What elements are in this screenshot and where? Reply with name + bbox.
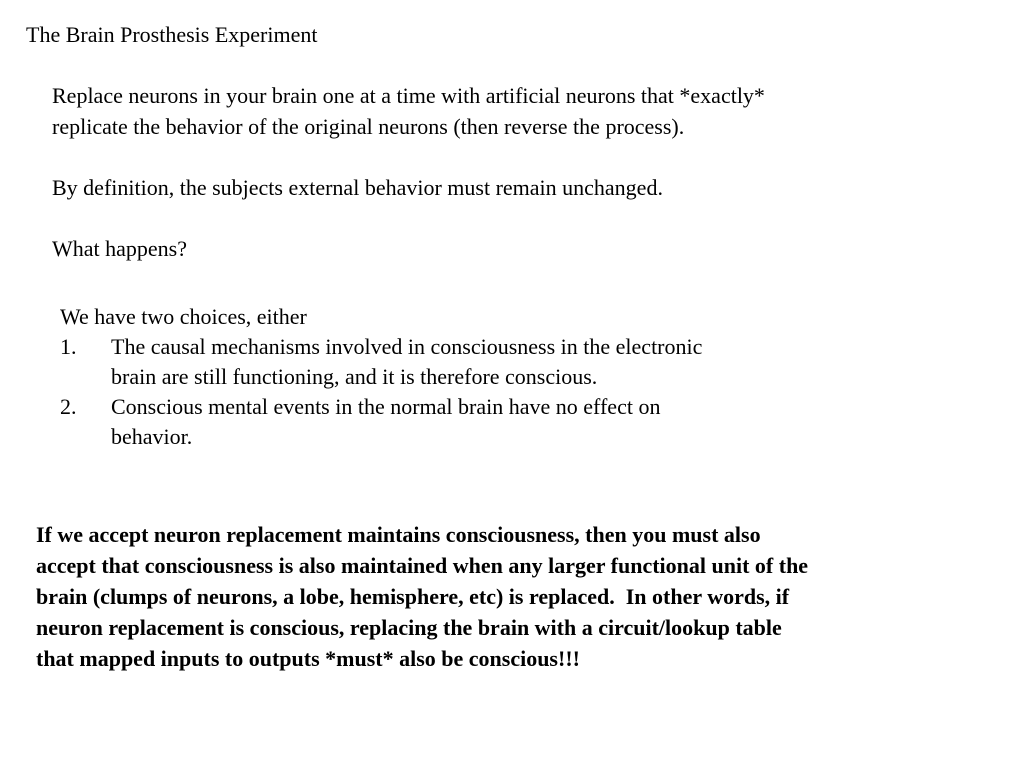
paragraph-gap (52, 203, 952, 233)
conclusion-line-2: accept that consciousness is also maintained when any larger functional unit of the (36, 553, 809, 578)
choice-item-1 (60, 332, 820, 392)
question-paragraph: What happens? (52, 236, 187, 261)
choices-lead: We have two choices, either (60, 304, 307, 329)
choices-list (60, 332, 820, 452)
conclusion-line-1: If we accept neuron replacement maintains consciousness, then you must also (36, 522, 761, 547)
choice-text-line-2: behavior. (111, 424, 193, 449)
choices-section (60, 302, 820, 452)
choice-item-2 (60, 392, 820, 452)
conclusion-paragraph (36, 519, 946, 674)
setup-line-1: Replace neurons in your brain one at a time with artificial neurons that *exactly* (52, 83, 765, 108)
intro-section (52, 80, 952, 264)
paragraph-gap (52, 142, 952, 172)
choice-text-line-2: brain are still functioning, and it is therefore conscious. (111, 364, 598, 389)
choice-text-line-1: Conscious mental events in the normal brain have no effect on (111, 394, 661, 419)
choice-number: 1. (60, 334, 77, 359)
setup-paragraph (52, 80, 952, 142)
definition-paragraph: By definition, the subjects external behavior must remain unchanged. (52, 175, 663, 200)
slide-title: The Brain Prosthesis Experiment (26, 22, 318, 47)
choice-number: 2. (60, 394, 77, 419)
conclusion-line-3: brain (clumps of neurons, a lobe, hemisphere, etc) is replaced. In other words, if (36, 584, 790, 609)
setup-line-2: replicate the behavior of the original neurons (then reverse the process). (52, 114, 685, 139)
choice-text (111, 332, 820, 392)
conclusion-line-5: that mapped inputs to outputs *must* also be conscious!!! (36, 646, 580, 671)
choice-text (111, 392, 820, 452)
choice-text-line-1: The causal mechanisms involved in consciousness in the electronic (111, 334, 703, 359)
conclusion-line-4: neuron replacement is conscious, replacing the brain with a circuit/lookup table (36, 615, 782, 640)
